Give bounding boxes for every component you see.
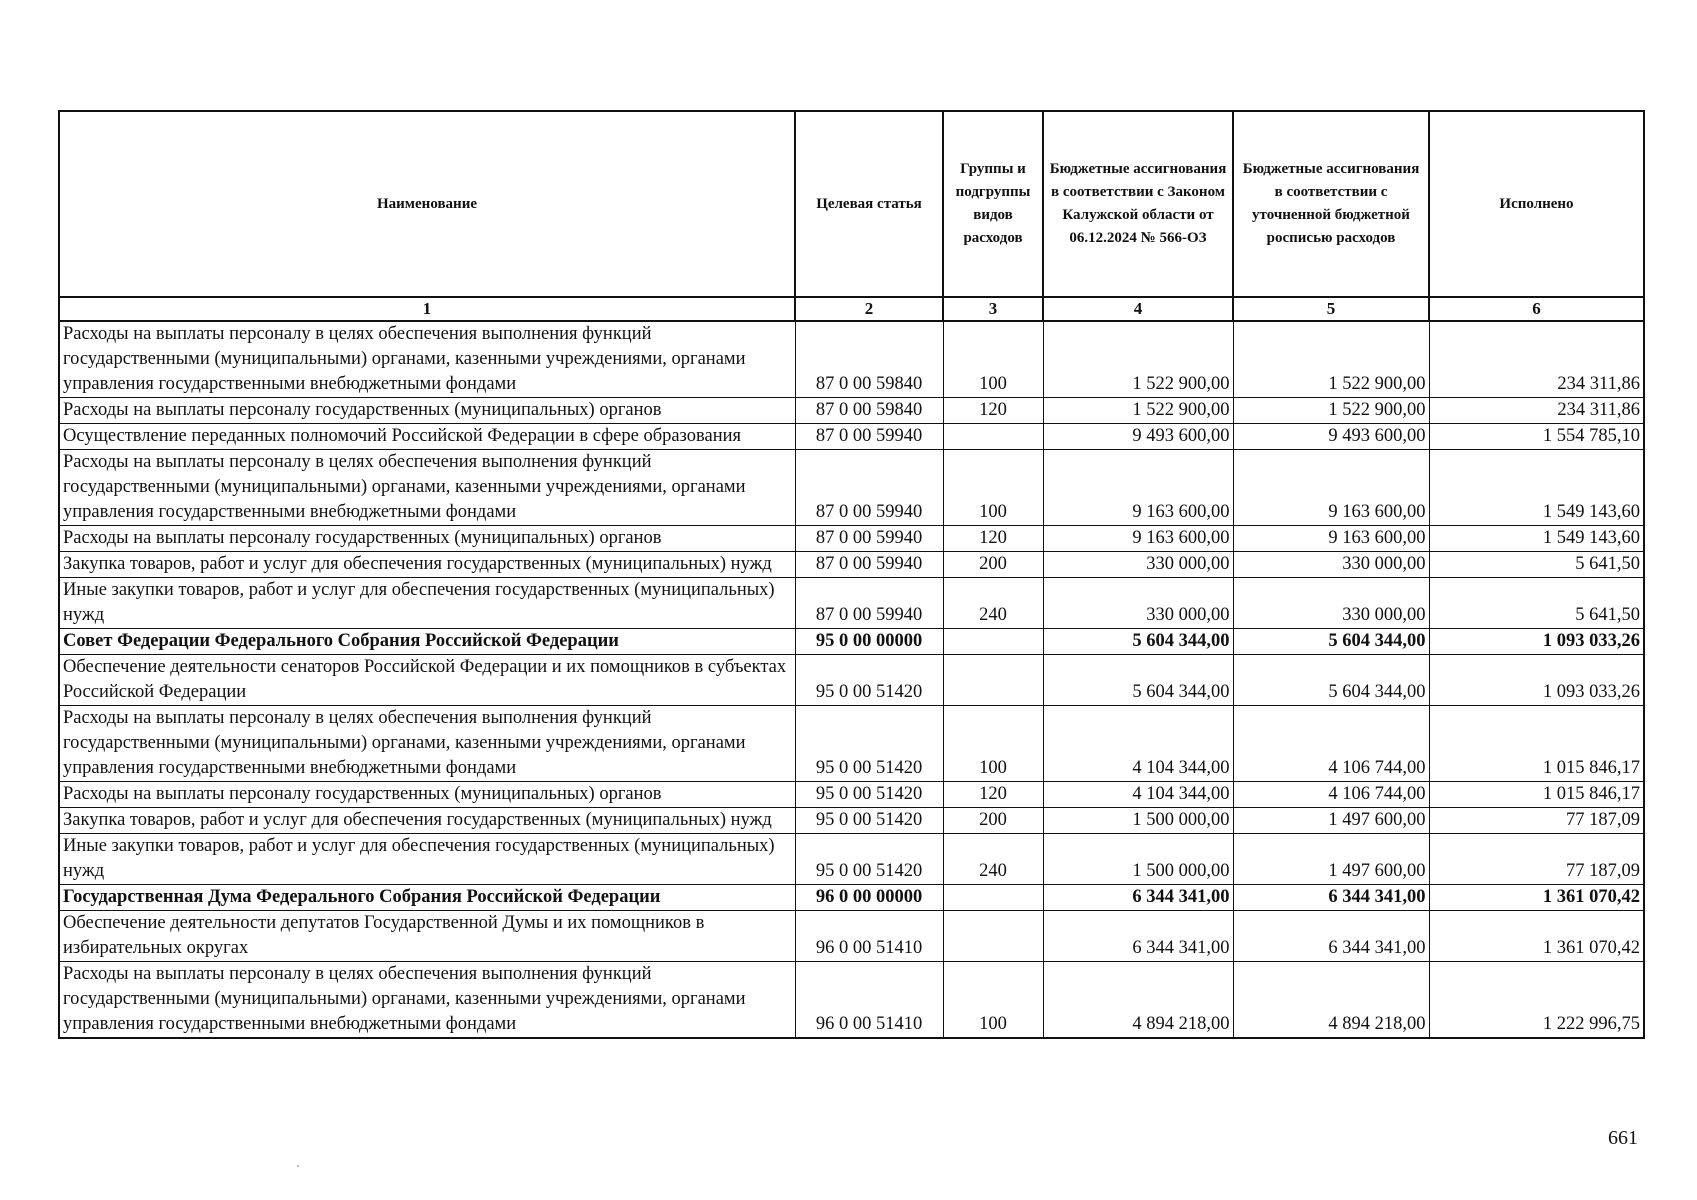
column-number: 3 — [943, 297, 1043, 321]
row-expense-group — [943, 911, 1043, 962]
header-executed: Исполнено — [1429, 111, 1644, 297]
row-name: Расходы на выплаты персоналу в целях обеспечения выполнения функций государственными (муниципальными) органами, казенными учреждениями, органами управления государственными внебюджетными фондами — [59, 450, 795, 526]
row-law-amount: 4 104 344,00 — [1043, 706, 1233, 782]
row-executed-amount: 234 311,86 — [1429, 321, 1644, 398]
table-row — [59, 885, 1644, 911]
row-refined-amount: 1 497 600,00 — [1233, 834, 1429, 885]
row-executed-amount: 1 549 143,60 — [1429, 526, 1644, 552]
row-refined-amount: 4 894 218,00 — [1233, 962, 1429, 1039]
row-name: Обеспечение деятельности депутатов Государственной Думы и их помощников в избирательных округах — [59, 911, 795, 962]
row-law-amount: 9 163 600,00 — [1043, 450, 1233, 526]
table-row — [59, 911, 1644, 962]
table-row — [59, 526, 1644, 552]
row-target-article: 87 0 00 59940 — [795, 552, 943, 578]
row-law-amount: 1 522 900,00 — [1043, 321, 1233, 398]
table-row — [59, 450, 1644, 526]
row-expense-group: 100 — [943, 450, 1043, 526]
row-expense-group: 200 — [943, 552, 1043, 578]
row-target-article: 96 0 00 51410 — [795, 962, 943, 1039]
row-target-article: 87 0 00 59840 — [795, 321, 943, 398]
row-refined-amount: 9 163 600,00 — [1233, 526, 1429, 552]
row-expense-group: 120 — [943, 526, 1043, 552]
table-row — [59, 808, 1644, 834]
table-row — [59, 578, 1644, 629]
row-refined-amount: 9 163 600,00 — [1233, 450, 1429, 526]
table-row — [59, 424, 1644, 450]
row-expense-group — [943, 885, 1043, 911]
row-expense-group: 200 — [943, 808, 1043, 834]
row-law-amount: 4 104 344,00 — [1043, 782, 1233, 808]
row-executed-amount: 1 361 070,42 — [1429, 911, 1644, 962]
row-target-article: 95 0 00 51420 — [795, 782, 943, 808]
table-row — [59, 962, 1644, 1039]
row-executed-amount: 1 361 070,42 — [1429, 885, 1644, 911]
row-executed-amount: 1 093 033,26 — [1429, 629, 1644, 655]
row-name: Расходы на выплаты персоналу в целях обеспечения выполнения функций государственными (муниципальными) органами, казенными учреждениями, органами управления государственными внебюджетными фондами — [59, 706, 795, 782]
table-body — [59, 321, 1644, 1038]
column-number: 1 — [59, 297, 795, 321]
table-row — [59, 834, 1644, 885]
row-expense-group — [943, 629, 1043, 655]
table-row — [59, 655, 1644, 706]
row-target-article: 95 0 00 00000 — [795, 629, 943, 655]
row-executed-amount: 1 093 033,26 — [1429, 655, 1644, 706]
row-executed-amount: 5 641,50 — [1429, 578, 1644, 629]
row-executed-amount: 1 015 846,17 — [1429, 782, 1644, 808]
row-name: Расходы на выплаты персоналу государственных (муниципальных) органов — [59, 526, 795, 552]
row-refined-amount: 1 497 600,00 — [1233, 808, 1429, 834]
row-executed-amount: 234 311,86 — [1429, 398, 1644, 424]
table-row — [59, 629, 1644, 655]
row-refined-amount: 4 106 744,00 — [1233, 706, 1429, 782]
row-refined-amount: 5 604 344,00 — [1233, 655, 1429, 706]
row-target-article: 87 0 00 59840 — [795, 398, 943, 424]
row-law-amount: 5 604 344,00 — [1043, 629, 1233, 655]
row-expense-group: 100 — [943, 321, 1043, 398]
row-target-article: 96 0 00 51410 — [795, 911, 943, 962]
row-executed-amount: 1 222 996,75 — [1429, 962, 1644, 1039]
row-target-article: 95 0 00 51420 — [795, 706, 943, 782]
scan-speck — [297, 1165, 299, 1167]
row-refined-amount: 330 000,00 — [1233, 552, 1429, 578]
row-expense-group: 240 — [943, 834, 1043, 885]
row-law-amount: 330 000,00 — [1043, 578, 1233, 629]
column-number: 6 — [1429, 297, 1644, 321]
table-row — [59, 321, 1644, 398]
row-refined-amount: 1 522 900,00 — [1233, 398, 1429, 424]
row-executed-amount: 1 554 785,10 — [1429, 424, 1644, 450]
header-expense-groups: Группы и подгруппы видов расходов — [943, 111, 1043, 297]
row-name: Закупка товаров, работ и услуг для обеспечения государственных (муниципальных) нужд — [59, 552, 795, 578]
row-law-amount: 330 000,00 — [1043, 552, 1233, 578]
header-law-allocations: Бюджетные ассигнования в соответствии с Законом Калужской области от 06.12.2024 № 566-ОЗ — [1043, 111, 1233, 297]
row-refined-amount: 4 106 744,00 — [1233, 782, 1429, 808]
header-refined-allocations: Бюджетные ассигнования в соответствии с уточненной бюджетной росписью расходов — [1233, 111, 1429, 297]
column-number-row — [59, 297, 1644, 321]
row-name: Расходы на выплаты персоналу в целях обеспечения выполнения функций государственными (муниципальными) органами, казенными учреждениями, органами управления государственными внебюджетными фондами — [59, 962, 795, 1039]
row-name: Иные закупки товаров, работ и услуг для обеспечения государственных (муниципальных) нужд — [59, 834, 795, 885]
row-expense-group — [943, 655, 1043, 706]
row-refined-amount: 6 344 341,00 — [1233, 911, 1429, 962]
row-executed-amount: 5 641,50 — [1429, 552, 1644, 578]
row-law-amount: 1 522 900,00 — [1043, 398, 1233, 424]
row-target-article: 87 0 00 59940 — [795, 526, 943, 552]
row-name: Расходы на выплаты персоналу государственных (муниципальных) органов — [59, 782, 795, 808]
page-number: 661 — [1608, 1127, 1638, 1149]
row-law-amount: 1 500 000,00 — [1043, 834, 1233, 885]
row-name: Государственная Дума Федерального Собрания Российской Федерации — [59, 885, 795, 911]
row-expense-group: 120 — [943, 782, 1043, 808]
row-refined-amount: 330 000,00 — [1233, 578, 1429, 629]
row-expense-group: 100 — [943, 962, 1043, 1039]
header-row — [59, 111, 1644, 297]
row-refined-amount: 9 493 600,00 — [1233, 424, 1429, 450]
row-executed-amount: 1 549 143,60 — [1429, 450, 1644, 526]
row-target-article: 87 0 00 59940 — [795, 578, 943, 629]
row-law-amount: 6 344 341,00 — [1043, 885, 1233, 911]
row-name: Иные закупки товаров, работ и услуг для обеспечения государственных (муниципальных) нужд — [59, 578, 795, 629]
table-row — [59, 706, 1644, 782]
table-row — [59, 782, 1644, 808]
row-expense-group: 240 — [943, 578, 1043, 629]
row-refined-amount: 6 344 341,00 — [1233, 885, 1429, 911]
row-expense-group — [943, 424, 1043, 450]
header-name: Наименование — [59, 111, 795, 297]
row-law-amount: 9 493 600,00 — [1043, 424, 1233, 450]
row-name: Расходы на выплаты персоналу в целях обеспечения выполнения функций государственными (муниципальными) органами, казенными учреждениями, органами управления государственными внебюджетными фондами — [59, 321, 795, 398]
row-name: Осуществление переданных полномочий Российской Федерации в сфере образования — [59, 424, 795, 450]
row-executed-amount: 77 187,09 — [1429, 808, 1644, 834]
column-number: 5 — [1233, 297, 1429, 321]
row-name: Совет Федерации Федерального Собрания Российской Федерации — [59, 629, 795, 655]
row-target-article: 87 0 00 59940 — [795, 450, 943, 526]
row-target-article: 95 0 00 51420 — [795, 834, 943, 885]
row-law-amount: 9 163 600,00 — [1043, 526, 1233, 552]
header-target-article: Целевая статья — [795, 111, 943, 297]
row-name: Расходы на выплаты персоналу государственных (муниципальных) органов — [59, 398, 795, 424]
row-name: Обеспечение деятельности сенаторов Российской Федерации и их помощников в субъектах Российской Федерации — [59, 655, 795, 706]
row-expense-group: 100 — [943, 706, 1043, 782]
row-executed-amount: 77 187,09 — [1429, 834, 1644, 885]
table-header — [59, 111, 1644, 321]
row-target-article: 95 0 00 51420 — [795, 655, 943, 706]
row-refined-amount: 5 604 344,00 — [1233, 629, 1429, 655]
row-expense-group: 120 — [943, 398, 1043, 424]
table-row — [59, 552, 1644, 578]
column-number: 4 — [1043, 297, 1233, 321]
budget-table — [58, 110, 1645, 1039]
table-row — [59, 398, 1644, 424]
budget-table-sheet — [58, 110, 1643, 1039]
row-name: Закупка товаров, работ и услуг для обеспечения государственных (муниципальных) нужд — [59, 808, 795, 834]
row-law-amount: 5 604 344,00 — [1043, 655, 1233, 706]
row-target-article: 95 0 00 51420 — [795, 808, 943, 834]
row-law-amount: 1 500 000,00 — [1043, 808, 1233, 834]
row-target-article: 87 0 00 59940 — [795, 424, 943, 450]
row-law-amount: 4 894 218,00 — [1043, 962, 1233, 1039]
row-target-article: 96 0 00 00000 — [795, 885, 943, 911]
row-executed-amount: 1 015 846,17 — [1429, 706, 1644, 782]
column-number: 2 — [795, 297, 943, 321]
row-refined-amount: 1 522 900,00 — [1233, 321, 1429, 398]
row-law-amount: 6 344 341,00 — [1043, 911, 1233, 962]
